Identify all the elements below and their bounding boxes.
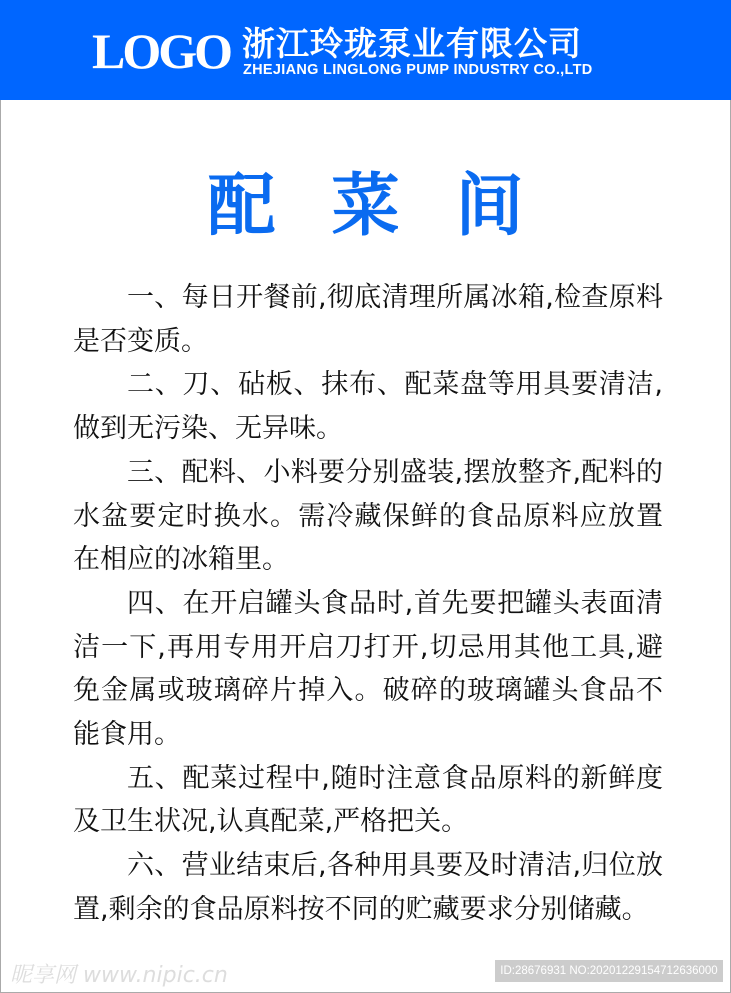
rule-item: 三、配料、小料要分别盛装,摆放整齐,配料的水盆要定时换水。需冷藏保鲜的食品原料应放置在相应的冰箱里。	[73, 456, 663, 576]
rules-list	[73, 276, 663, 932]
rule-item: 六、营业结束后,各种用具要及时清洁,归位放置,剩余的食品原料按不同的贮藏要求分别储藏。	[73, 850, 663, 925]
rule-item: 一、每日开餐前,彻底清理所属冰箱,检查原料是否变质。	[73, 282, 663, 357]
header-banner	[0, 0, 731, 100]
company-name-cn: 浙江玲珑泵业有限公司	[242, 24, 582, 63]
watermark: 昵享网 www.nipic.cn	[10, 963, 228, 988]
rule-item: 二、刀、砧板、抹布、配菜盘等用具要清洁,做到无污染、无异味。	[73, 369, 663, 445]
rule-item: 四、在开启罐头食品时,首先要把罐头表面清洁一下,再用专用开启刀打开,切忌用其他工具,避免金属或玻璃碎片掉入。破碎的玻璃罐头食品不能食用。	[73, 587, 663, 751]
page-title: 配菜间	[207, 167, 580, 246]
company-name-en: ZHEJIANG LINGLONG PUMP INDUSTRY CO.,LTD	[243, 62, 593, 78]
image-id-label: ID:28676931 NO:20201229154712636000	[495, 960, 723, 982]
rule-item: 五、配菜过程中,随时注意食品原料的新鲜度及卫生状况,认真配菜,严格把关。	[73, 762, 663, 838]
logo: LOGO	[92, 23, 231, 79]
